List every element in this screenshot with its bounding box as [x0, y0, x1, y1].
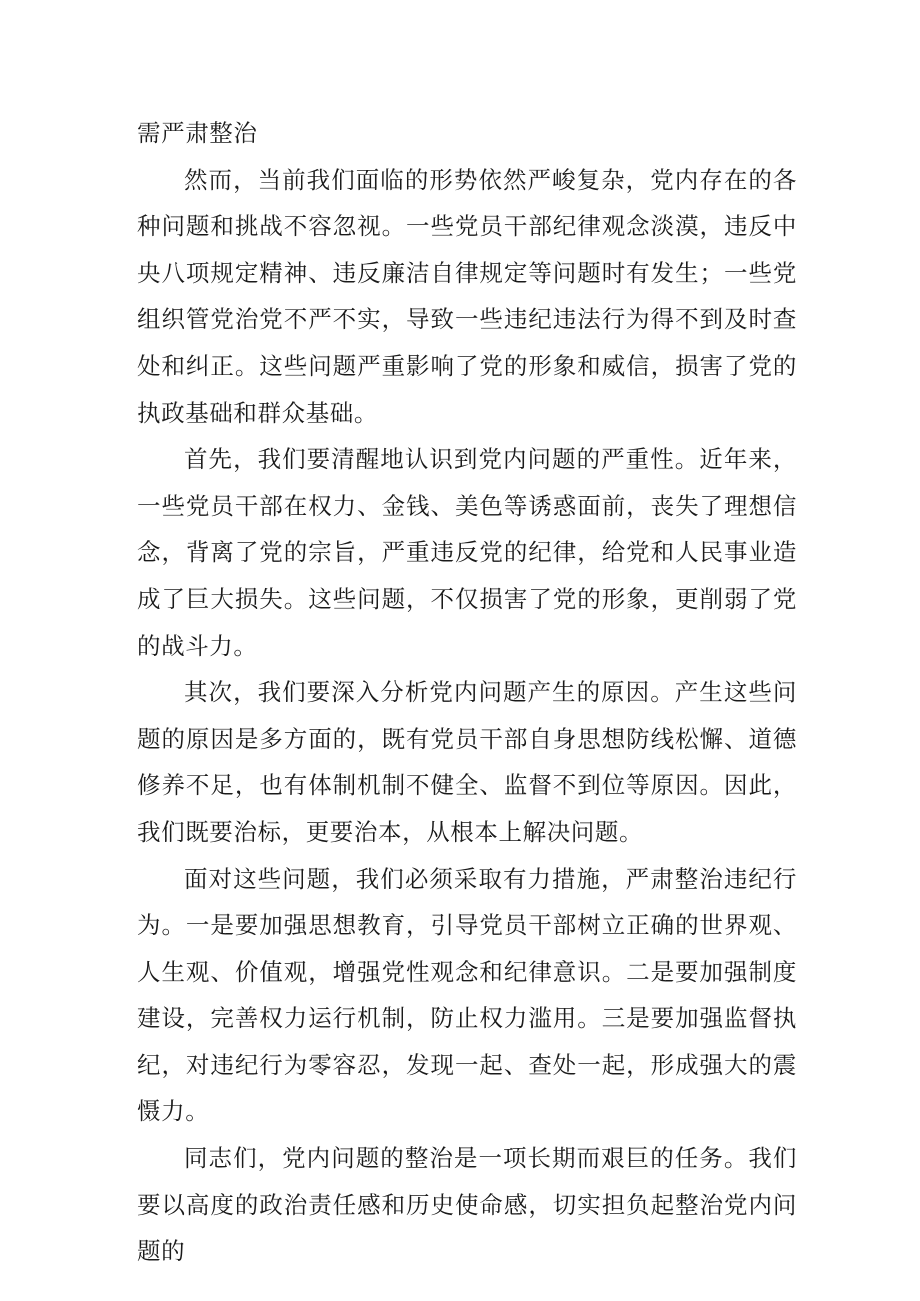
heading-fragment: 需严肃整治 [137, 119, 258, 147]
paragraph-5: 同志们，党内问题的整治是一项长期而艰巨的任务。我们要以高度的政治责任感和历史使命感，切实担负起整治党内问题的 [137, 1144, 797, 1266]
paragraph-3: 其次，我们要深入分析党内问题产生的原因。产生这些问题的原因是多方面的，既有党员干部自身思想防线松懈、道德修养不足，也有体制机制不健全、监督不到位等原因。因此，我们既要治标，更要治本，从根本上解决问题。 [137, 678, 797, 846]
paragraph-1: 然而，当前我们面临的形势依然严峻复杂，党内存在的各种问题和挑战不容忽视。一些党员干部纪律观念淡漠，违反中央八项规定精神、违反廉洁自律规定等问题时有发生；一些党组织管党治党不严不实，导致一些违纪违法行为得不到及时查处和纠正。这些问题严重影响了党的形象和威信，损害了党的执政基础和群众基础。 [137, 165, 797, 427]
paragraph-2: 首先，我们要清醒地认识到党内问题的严重性。近年来，一些党员干部在权力、金钱、美色等诱惑面前，丧失了理想信念，背离了党的宗旨，严重违反党的纪律，给党和人民事业造成了巨大损失。这些问题，不仅损害了党的形象，更削弱了党的战斗力。 [137, 445, 797, 660]
paragraph-4: 面对这些问题，我们必须采取有力措施，严肃整治违纪行为。一是要加强思想教育，引导党员干部树立正确的世界观、人生观、价值观，增强党性观念和纪律意识。二是要加强制度建设，完善权力运行机制，防止权力滥用。三是要加强监督执纪，对违纪行为零容忍，发现一起、查处一起，形成强大的震慑力。 [137, 864, 797, 1126]
document-body [137, 110, 797, 1275]
